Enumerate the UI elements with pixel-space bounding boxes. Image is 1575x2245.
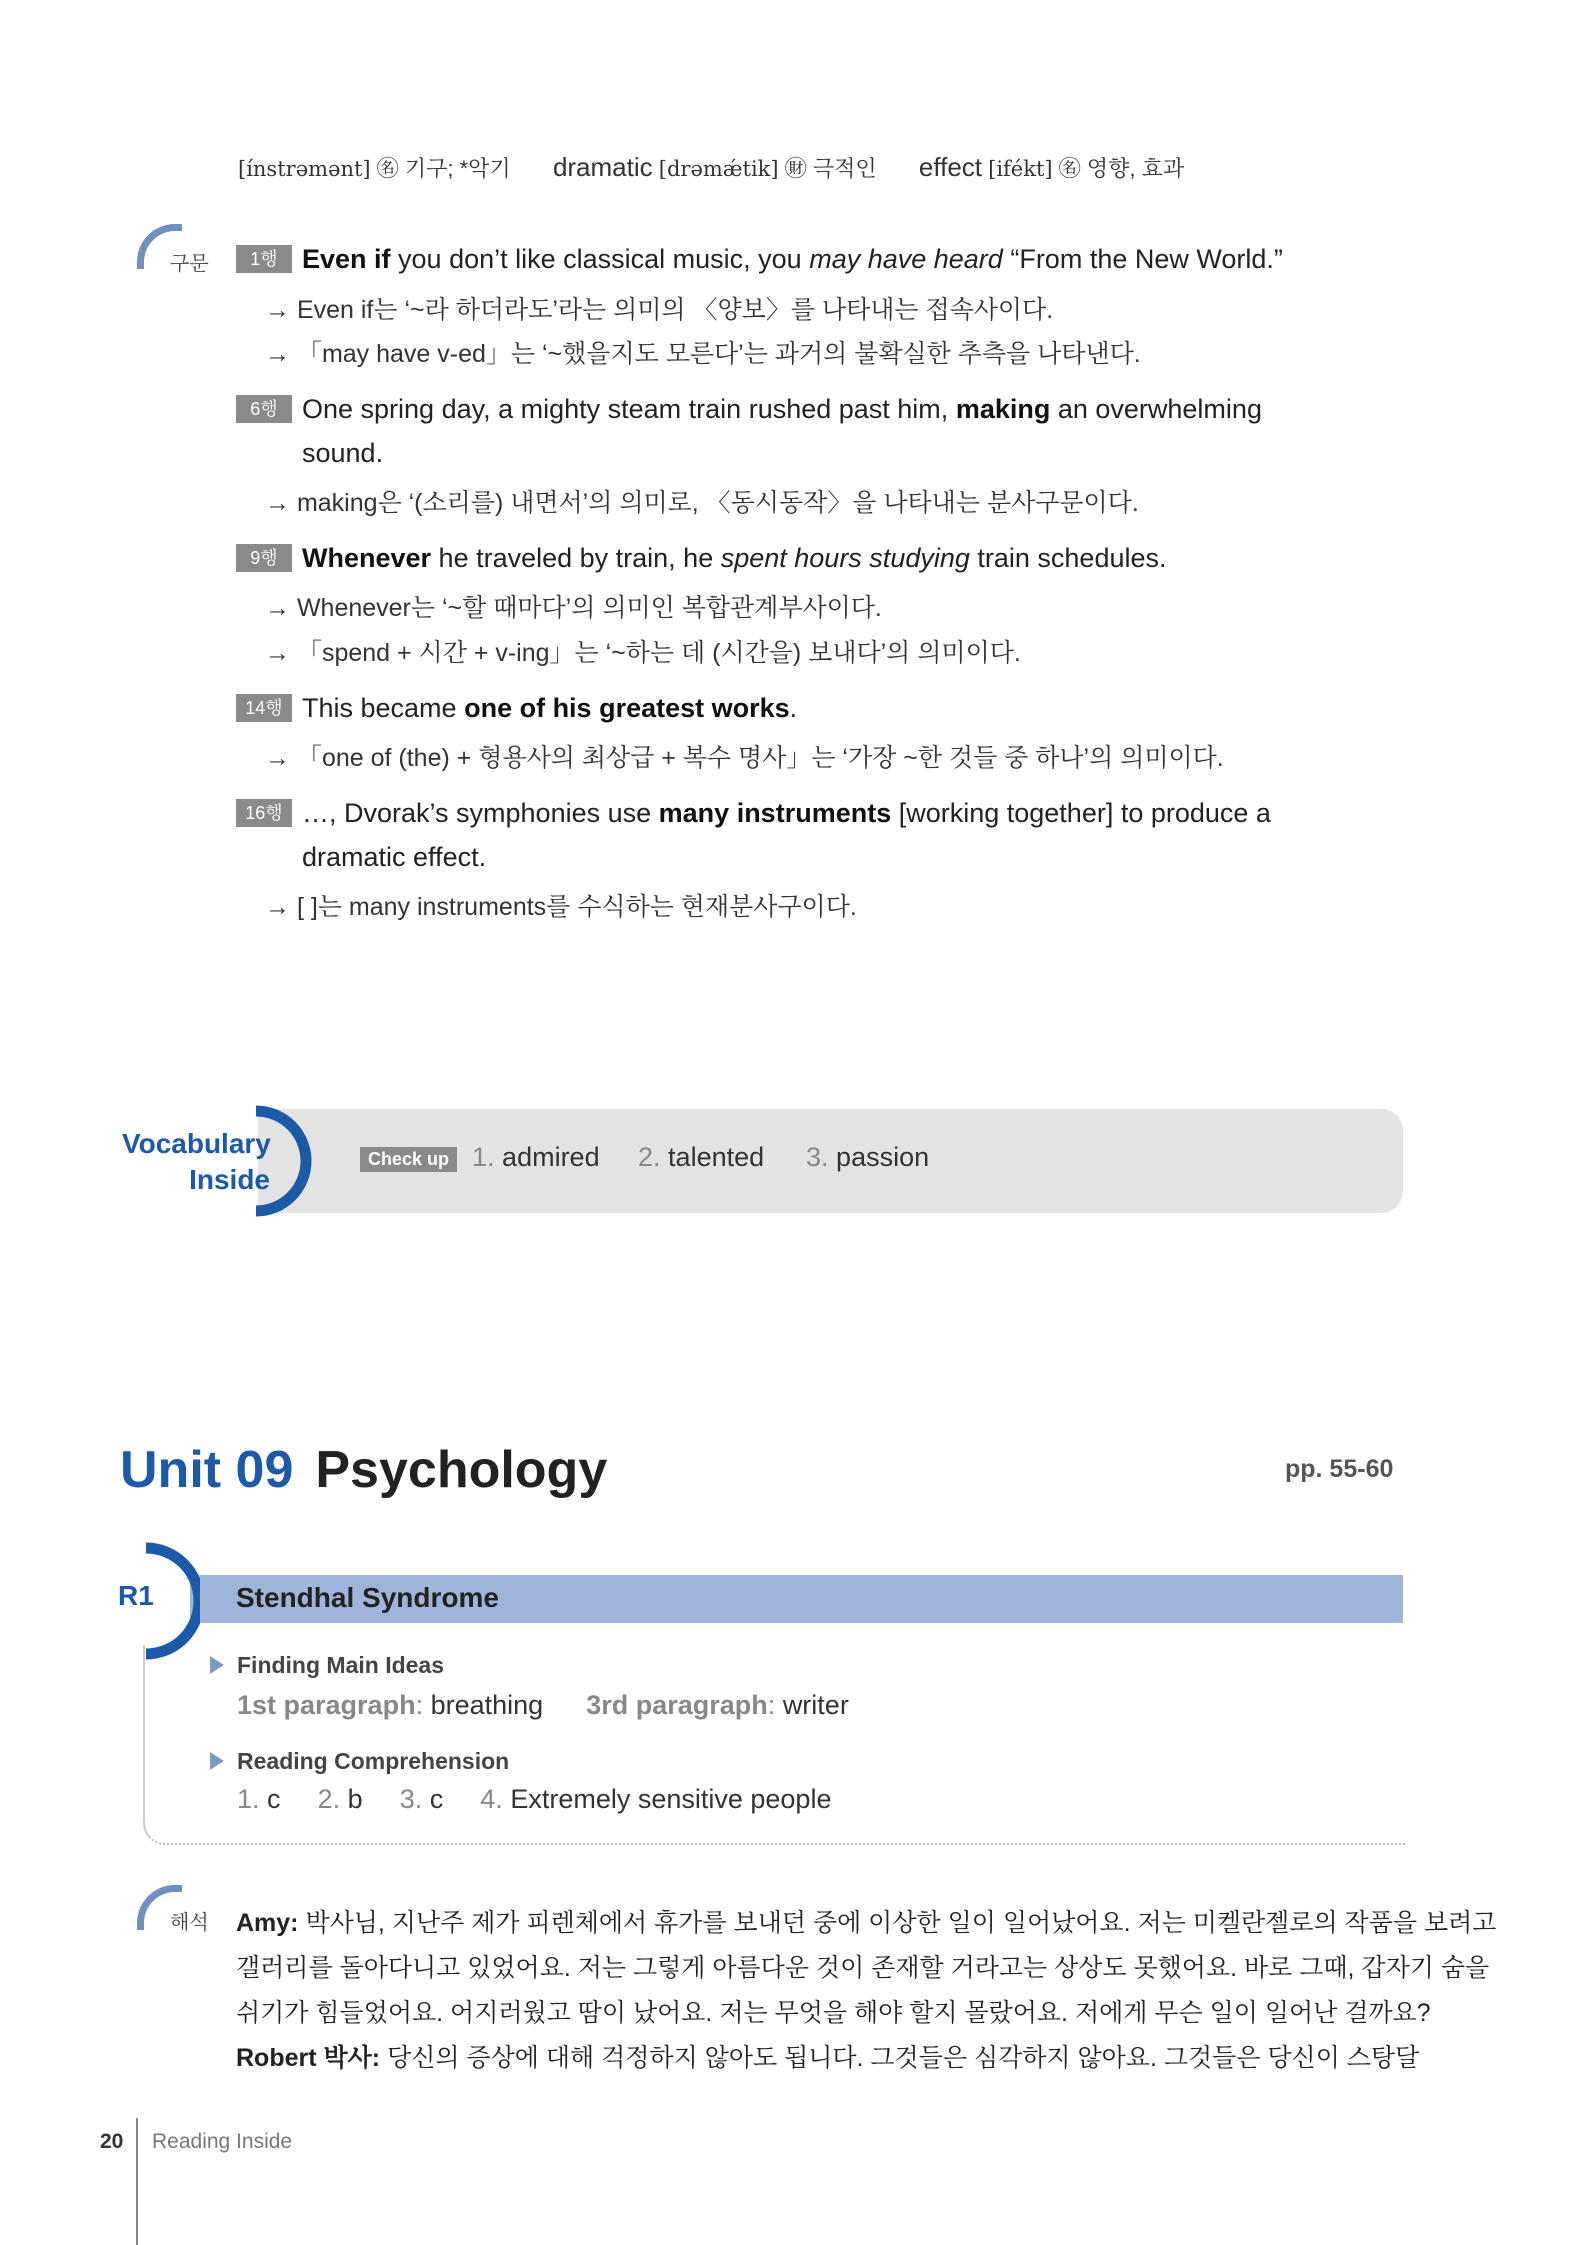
line-badge: 9행: [236, 544, 292, 572]
triangle-bullet-icon: [210, 1656, 224, 1674]
line-badge: 14행: [236, 694, 292, 722]
r1-title: Stendhal Syndrome: [236, 1582, 499, 1613]
syntax-label: 구문: [170, 253, 209, 275]
main-ideas-answers: 1st paragraph: breathing 3rd paragraph: writer: [237, 1690, 849, 1720]
page-number: 20: [100, 2130, 124, 2153]
syntax-sentence: One spring day, a mighty steam train rushed past him, making an overwhelming: [302, 394, 1262, 424]
footer-divider: [136, 2118, 138, 2245]
vocab-answer: 2. talented: [638, 1142, 765, 1172]
syntax-note: → Even if는 ‘~라 하더라도’라는 의미의 〈양보〉를 나타내는 접속사이다.: [265, 296, 1054, 324]
finding-main-ideas-heading: Finding Main Ideas: [237, 1652, 445, 1678]
triangle-bullet-icon: [210, 1752, 224, 1770]
translation-line: Robert 박사: 당신의 증상에 대해 걱정하지 않아도 됩니다. 그것들은 심각하지 않아요. 그것들은 당신이 스탕달: [236, 2044, 1420, 2072]
syntax-note: → making은 ‘(소리를) 내면서’의 의미로, 〈동시동작〉을 나타내는 분사구문이다.: [265, 489, 1139, 517]
syntax-note: → 「spend + 시간 + v-ing」는 ‘~하는 데 (시간을) 보내다’의 의미이다.: [265, 639, 1021, 667]
reading-comprehension-answers: 1. c 2. b 3. c 4. Extremely sensitive people: [237, 1784, 832, 1814]
syntax-sentence-cont: dramatic effect.: [302, 842, 487, 872]
line-badge: 1행: [236, 245, 292, 273]
syntax-sentence-cont: sound.: [302, 438, 384, 468]
syntax-sentence: This became one of his greatest works.: [302, 693, 798, 723]
line-badge: 6행: [236, 395, 292, 423]
vocab-line: [ínstrəmənt] ㊔ 기구; *악기 dramatic [drəmǽtik] ㊖ 극적인 effect [ifékt] ㊔ 영향, 효과: [238, 152, 1185, 182]
syntax-note: → 「one of (the) + 형용사의 최상급 + 복수 명사」는 ‘가장 ~한 것들 중 하나’의 의미이다.: [265, 744, 1224, 772]
vocab-answer: 3. passion: [806, 1142, 930, 1172]
unit-title: Unit 09 Psychology: [120, 1441, 608, 1499]
syntax-sentence: Whenever he traveled by train, he spent hours studying train schedules.: [302, 543, 1167, 573]
syntax-sentence: Even if you don’t like classical music, you may have heard “From the New World.”: [302, 244, 1283, 274]
translation-line: Amy: 박사님, 지난주 제가 피렌체에서 휴가를 보내던 중에 이상한 일이 일어났어요. 저는 미켈란젤로의 작품을 보려고: [236, 1909, 1497, 1937]
syntax-sentence: …, Dvorak’s symphonies use many instruments [working together] to produce a: [302, 798, 1271, 828]
r1-label: R1: [118, 1580, 154, 1611]
vocabulary-inside-title: Vocabulary Inside: [122, 1128, 271, 1195]
reading-comprehension-heading: Reading Comprehension: [237, 1748, 510, 1774]
syntax-note: → Whenever는 ‘~할 때마다’의 의미인 복합관계부사이다.: [265, 594, 882, 622]
checkup-badge: Check up: [360, 1147, 457, 1172]
translation-label: 해석: [170, 1912, 209, 1934]
translation-line: 쉬기가 힘들었어요. 어지러웠고 땀이 났어요. 저는 무엇을 해야 할지 몰랐어요. 저에게 무슨 일이 일어난 걸까요?: [236, 1999, 1431, 2027]
line-badge: 16행: [236, 799, 292, 827]
syntax-note: → [ ]는 many instruments를 수식하는 현재분사구이다.: [265, 893, 857, 921]
translation-line: 갤러리를 돌아다니고 있었어요. 저는 그렇게 아름다운 것이 존재할 거라고는 상상도 못했어요. 바로 그때, 갑자기 숨을: [236, 1954, 1490, 1982]
vocab-answer: 1. admired: [472, 1142, 600, 1172]
syntax-note: → 「may have v-ed」는 ‘~했을지도 모른다’는 과거의 불확실한 추측을 나타낸다.: [265, 340, 1141, 368]
page-range: pp. 55-60: [1285, 1455, 1394, 1483]
book-title: Reading Inside: [152, 2130, 293, 2153]
